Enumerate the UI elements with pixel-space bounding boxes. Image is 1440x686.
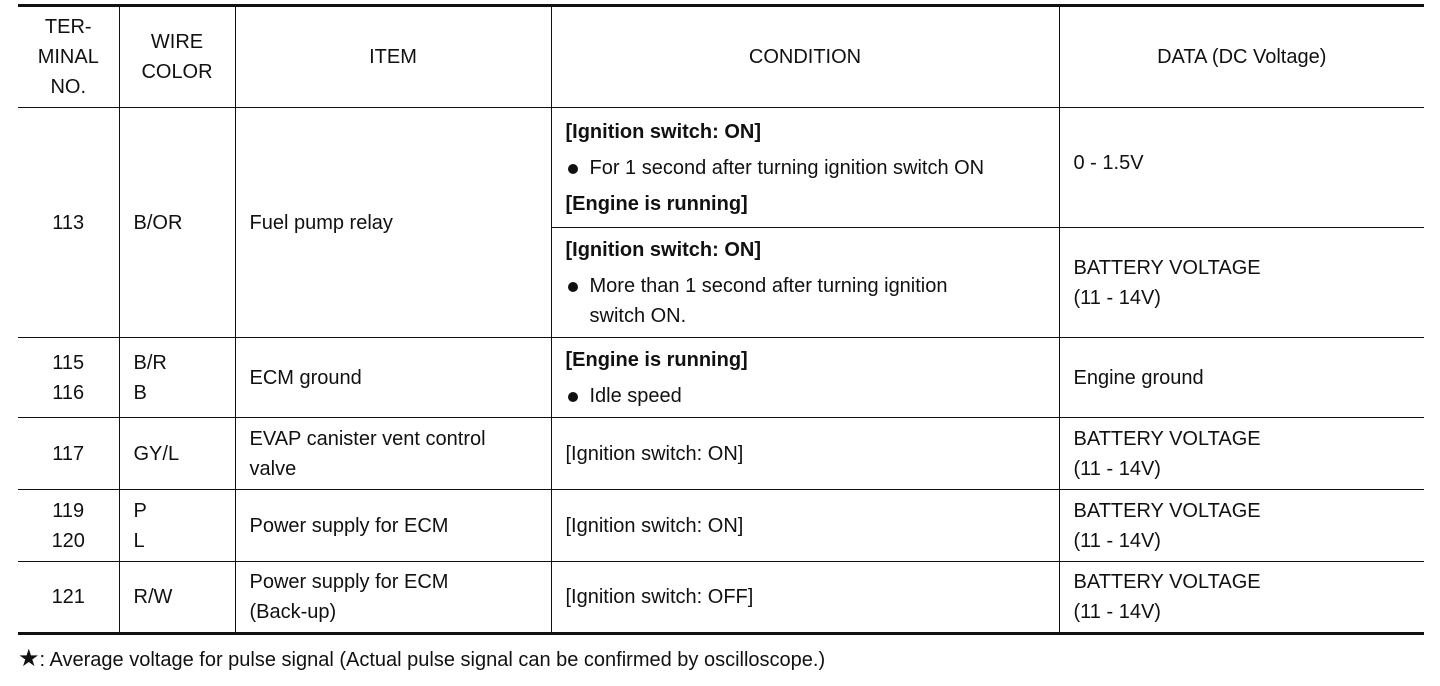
data-cell: BATTERY VOLTAGE (11 - 14V): [1059, 418, 1424, 490]
condition-title: [Engine is running]: [565, 348, 748, 371]
header-condition: CONDITION: [551, 6, 1059, 108]
data-cell: BATTERY VOLTAGE (11 - 14V): [1059, 490, 1424, 562]
terminal-cell: 117: [18, 418, 119, 490]
header-terminal-no: TER- MINAL NO.: [18, 6, 119, 108]
item-cell: ECM ground: [235, 338, 551, 418]
item-cell: Power supply for ECM (Back-up): [235, 562, 551, 634]
bullet-icon: [568, 282, 578, 292]
table-row: [18, 490, 1424, 562]
condition-cell: [551, 338, 1059, 418]
table-row: [18, 108, 1424, 228]
data-cell: 0 - 1.5V: [1059, 108, 1424, 228]
table-header-row: [18, 6, 1424, 108]
terminal-cell: 113: [18, 108, 119, 338]
header-wire-color: WIRE COLOR: [119, 6, 235, 108]
condition-cell: [Ignition switch: ON]: [551, 418, 1059, 490]
terminal-cell: 115 116: [18, 338, 119, 418]
item-cell: Power supply for ECM: [235, 490, 551, 562]
terminal-cell: 119 120: [18, 490, 119, 562]
header-item: ITEM: [235, 6, 551, 108]
condition-title: [Ignition switch: ON]: [565, 120, 762, 143]
table-row: [18, 418, 1424, 490]
wire-color-cell: R/W: [119, 562, 235, 634]
condition-bullet: Idle speed: [566, 381, 1045, 411]
data-cell: BATTERY VOLTAGE (11 - 14V): [1059, 562, 1424, 634]
footnote-text: : Average voltage for pulse signal (Actual pulse signal can be confirmed by oscilloscope.): [39, 649, 826, 671]
condition-title: [Engine is running]: [565, 192, 748, 215]
wire-color-cell: GY/L: [119, 418, 235, 490]
data-cell: BATTERY VOLTAGE (11 - 14V): [1059, 228, 1424, 338]
item-cell: Fuel pump relay: [235, 108, 551, 338]
wire-color-cell: B/OR: [119, 108, 235, 338]
condition-bullet: More than 1 second after turning ignition switch ON.: [566, 271, 1045, 331]
table-row: [18, 562, 1424, 634]
bullet-icon: [568, 392, 578, 402]
condition-cell: [Ignition switch: ON]: [551, 490, 1059, 562]
condition-cell: [Ignition switch: OFF]: [551, 562, 1059, 634]
footnote: [18, 645, 825, 674]
header-data: DATA (DC Voltage): [1059, 6, 1424, 108]
condition-cell: [551, 228, 1059, 338]
bullet-icon: [568, 164, 578, 174]
condition-title: [Ignition switch: ON]: [565, 238, 762, 261]
ecm-terminal-table: [18, 4, 1424, 635]
data-cell: Engine ground: [1059, 338, 1424, 418]
wire-color-cell: P L: [119, 490, 235, 562]
terminal-spec-sheet: [18, 4, 1424, 635]
item-cell: EVAP canister vent control valve: [235, 418, 551, 490]
condition-bullet: For 1 second after turning ignition switch ON: [566, 153, 1045, 183]
condition-cell: [551, 108, 1059, 228]
wire-color-cell: B/R B: [119, 338, 235, 418]
table-row: [18, 338, 1424, 418]
star-icon: ★: [18, 645, 40, 672]
terminal-cell: 121: [18, 562, 119, 634]
